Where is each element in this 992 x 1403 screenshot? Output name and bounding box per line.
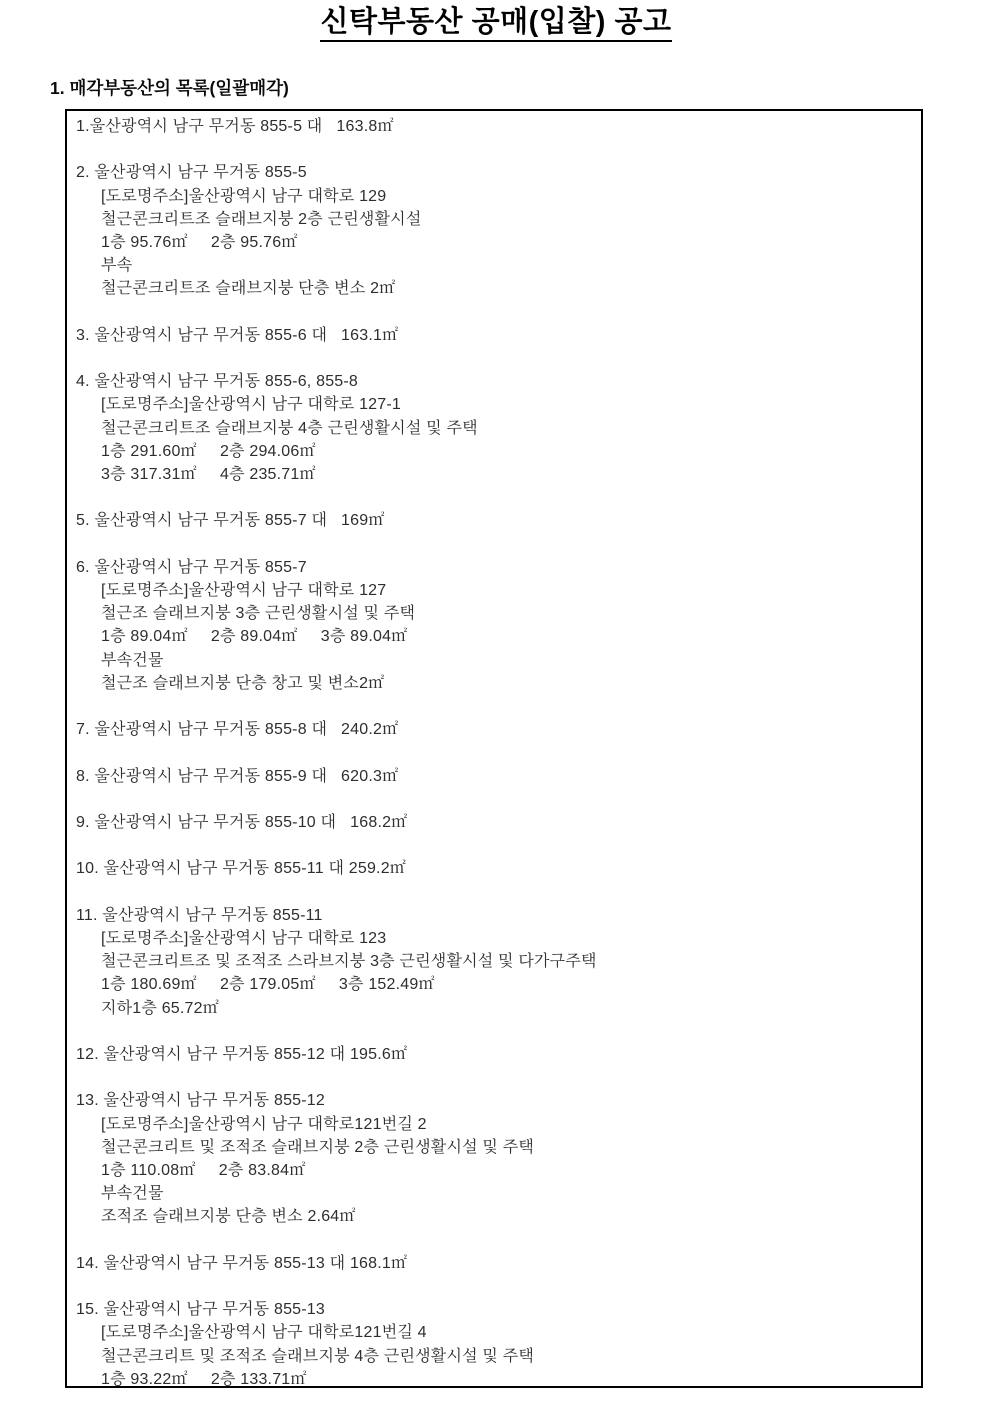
property-item-head: 8. 울산광역시 남구 무거동 855-9 대 620.3㎡ (76, 767, 399, 785)
property-item-detail: 1층 110.08㎡ 2층 83.84㎡ (101, 1161, 306, 1179)
section-heading: 1. 매각부동산의 목록(일괄매각) (50, 78, 289, 98)
property-item-detail: 1층 93.22㎡ 2층 133.71㎡ (101, 1370, 307, 1388)
property-item-head: 2. 울산광역시 남구 무거동 855-5 (76, 164, 307, 182)
property-item-detail: [도로명주소]울산광역시 남구 대학로 127-1 (101, 396, 401, 414)
property-item (76, 1043, 911, 1066)
property-item (76, 1298, 911, 1388)
property-item-detail: 철근조 슬래브지붕 3층 근린생활시설 및 주택 (101, 605, 416, 623)
property-item-head: 15. 울산광역시 남구 무거동 855-13 (76, 1301, 326, 1319)
property-item-head: 3. 울산광역시 남구 무거동 855-6 대 163.1㎡ (76, 326, 399, 344)
property-item-detail: 1층 95.76㎡ 2층 95.76㎡ (101, 234, 298, 251)
property-item-detail: 철근콘크리트조 슬래브지붕 2층 근린생활시설 (101, 210, 422, 228)
document-title-text: 신탁부동산 공매(입찰) 공고 (320, 5, 671, 42)
property-item-detail: 철근콘크리트조 슬래브지붕 단층 변소 2㎡ (101, 280, 396, 298)
property-item (76, 370, 911, 486)
property-item-head: 11. 울산광역시 남구 무거동 855-11 (76, 906, 323, 924)
property-item (76, 1089, 911, 1228)
property-item-detail: 부속 (101, 257, 133, 275)
property-item-detail: 1층 89.04㎡ 2층 89.04㎡ 3층 89.04㎡ (101, 628, 408, 646)
property-item (76, 509, 911, 532)
property-item (76, 115, 911, 138)
property-item-head: 14. 울산광역시 남구 무거동 855-13 대 168.1㎡ (76, 1254, 408, 1272)
property-item-head: 1.울산광역시 남구 무거동 855-5 대 163.8㎡ (76, 118, 394, 135)
property-item (76, 904, 911, 1020)
property-item-detail: 철근콘크리트 및 조적조 슬래브지붕 2층 근린생활시설 및 주택 (101, 1138, 535, 1156)
property-item-detail: 철근콘크리트조 및 조적조 스라브지붕 3층 근린생활시설 및 다가구주택 (101, 953, 597, 971)
property-item-detail: 철근조 슬래브지붕 단층 창고 및 변소2㎡ (101, 674, 385, 692)
property-item (76, 811, 911, 834)
property-item (76, 857, 911, 880)
property-item-detail: 철근콘크리트조 슬래브지붕 4층 근린생활시설 및 주택 (101, 419, 478, 437)
property-item-head: 12. 울산광역시 남구 무거동 855-12 대 195.6㎡ (76, 1045, 408, 1063)
property-item-detail: 조적조 슬래브지붕 단층 변소 2.64㎡ (101, 1208, 356, 1226)
property-item-head: 7. 울산광역시 남구 무거동 855-8 대 240.2㎡ (76, 721, 399, 739)
property-item (76, 765, 911, 788)
property-item-detail: 부속건물 (101, 1185, 164, 1203)
property-item (76, 718, 911, 741)
property-item-detail: [도로명주소]울산광역시 남구 대학로121번길 2 (101, 1115, 427, 1133)
property-item-detail: [도로명주소]울산광역시 남구 대학로 123 (101, 929, 387, 947)
property-item-detail: 부속건물 (101, 651, 164, 669)
property-item-head: 4. 울산광역시 남구 무거동 855-6, 855-8 (76, 373, 359, 391)
property-list-box (65, 109, 923, 1388)
property-item-head: 13. 울산광역시 남구 무거동 855-12 (76, 1092, 326, 1110)
property-item-detail: 지하1층 65.72㎡ (101, 999, 219, 1017)
property-item-detail: 철근콘크리트 및 조적조 슬래브지붕 4층 근린생활시설 및 주택 (101, 1347, 535, 1365)
property-item-detail: [도로명주소]울산광역시 남구 대학로 129 (101, 187, 387, 205)
property-item-detail: 1층 291.60㎡ 2층 294.06㎡ (101, 442, 316, 460)
property-item (76, 556, 911, 695)
property-item-detail: 1층 180.69㎡ 2층 179.05㎡ 3층 152.49㎡ (101, 976, 435, 994)
property-item-head: 9. 울산광역시 남구 무거동 855-10 대 168.2㎡ (76, 813, 408, 831)
property-item-detail: [도로명주소]울산광역시 남구 대학로121번길 4 (101, 1324, 427, 1342)
property-item (76, 324, 911, 347)
property-item (76, 1252, 911, 1275)
property-item-detail: [도로명주소]울산광역시 남구 대학로 127 (101, 581, 387, 599)
property-item-head: 10. 울산광역시 남구 무거동 855-11 대 259.2㎡ (76, 860, 407, 878)
property-item (76, 161, 911, 300)
property-item-head: 6. 울산광역시 남구 무거동 855-7 (76, 558, 307, 576)
property-item-head: 5. 울산광역시 남구 무거동 855-7 대 169㎡ (76, 512, 385, 530)
document-title (0, 0, 992, 42)
property-item-detail: 3층 317.31㎡ 4층 235.71㎡ (101, 466, 316, 483)
